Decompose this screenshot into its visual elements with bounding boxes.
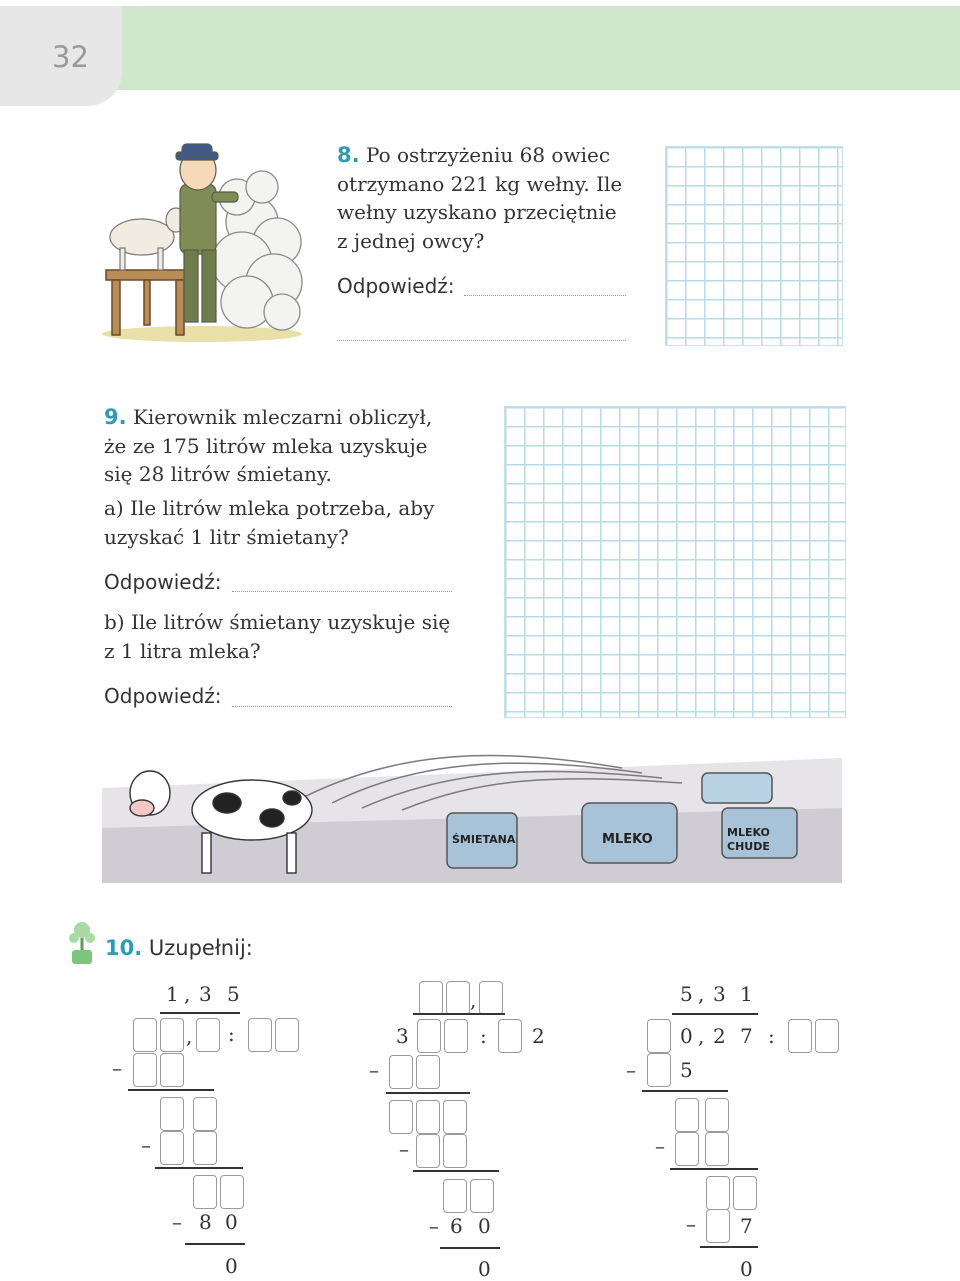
comma: ,: [470, 988, 477, 1012]
task-9a-text: [104, 494, 459, 551]
digit-box[interactable]: [160, 1018, 184, 1052]
task-number: 8.: [337, 143, 360, 167]
subtraction-line: [386, 1092, 470, 1094]
digit-box[interactable]: [479, 981, 503, 1015]
task-text-line: a) Ile litrów mleka potrzeba, aby: [104, 496, 435, 520]
digit: ,: [184, 982, 191, 1006]
digit-box[interactable]: [444, 1019, 468, 1053]
comma: ,: [186, 1024, 193, 1048]
page-number: 32: [52, 40, 89, 74]
task-text-line: z 1 litra mleka?: [104, 638, 261, 663]
digit-box[interactable]: [443, 1100, 467, 1134]
digit-box[interactable]: [160, 1097, 184, 1131]
digit-box[interactable]: [389, 1055, 413, 1089]
minus-sign: –: [655, 1134, 665, 1158]
digit-box[interactable]: [416, 1100, 440, 1134]
minus-sign: –: [399, 1137, 409, 1161]
subtraction-line: [128, 1089, 214, 1091]
digit: 5: [680, 1058, 693, 1082]
digit: 0: [225, 1210, 238, 1234]
final-remainder: 0: [478, 1257, 491, 1281]
final-remainder: 0: [740, 1257, 753, 1281]
skim-milk-tank-label: CHUDE: [727, 840, 770, 853]
subtraction-line: [642, 1090, 728, 1092]
sheep-shearing-illustration: [102, 142, 310, 342]
answer-label: Odpowiedź:: [337, 274, 455, 298]
digit-box[interactable]: [193, 1131, 217, 1165]
plant-icon: [64, 918, 100, 966]
digit-box[interactable]: [815, 1019, 839, 1053]
digit-box[interactable]: [160, 1131, 184, 1165]
minus-sign: –: [686, 1212, 696, 1236]
task-text-line: z jednej owcy?: [337, 228, 485, 253]
quotient-line: [160, 1012, 240, 1014]
digit-box[interactable]: [706, 1209, 730, 1243]
digit: 5: [680, 982, 693, 1006]
task-text-line: otrzymano 221 kg wełny. Ile: [337, 171, 623, 196]
digit-box[interactable]: [193, 1097, 217, 1131]
digit-box[interactable]: [160, 1053, 184, 1087]
digit-box[interactable]: [416, 1055, 440, 1089]
digit-box[interactable]: [675, 1098, 699, 1132]
division-sign: :: [480, 1024, 487, 1048]
answer-line[interactable]: [232, 591, 452, 592]
digit-box[interactable]: [248, 1018, 272, 1052]
digit-box[interactable]: [419, 981, 443, 1015]
digit: 3: [713, 982, 726, 1006]
answer-line[interactable]: [232, 706, 452, 707]
digit-box[interactable]: [389, 1100, 413, 1134]
task-9-text: [104, 403, 459, 489]
task-9-grid[interactable]: [504, 406, 846, 718]
digit-box[interactable]: [647, 1019, 671, 1053]
minus-sign: –: [112, 1056, 122, 1080]
digit: ,: [698, 982, 705, 1006]
digit-box[interactable]: [733, 1176, 757, 1210]
digit: 3: [199, 982, 212, 1006]
minus-sign: –: [141, 1133, 151, 1157]
digit-box[interactable]: [647, 1053, 671, 1087]
task-title: Uzupełnij:: [148, 936, 253, 960]
digit: 1: [740, 982, 753, 1006]
quotient-line: [413, 1013, 505, 1015]
division-sign: :: [768, 1024, 775, 1048]
digit: 6: [450, 1214, 463, 1238]
task-text-line: wełny uzyskano przeciętnie: [337, 200, 617, 224]
quotient-line: [672, 1013, 758, 1015]
milk-tank-label: MLEKO: [602, 832, 653, 847]
subtraction-line: [700, 1246, 758, 1248]
digit-box[interactable]: [788, 1019, 812, 1053]
task-number: 9.: [104, 405, 127, 429]
task-text-line: Po ostrzyżeniu 68 owiec: [365, 143, 611, 167]
subtraction-line: [440, 1247, 500, 1249]
digit-box[interactable]: [705, 1098, 729, 1132]
digit-box[interactable]: [705, 1132, 729, 1166]
task-8-grid[interactable]: [665, 146, 843, 346]
subtraction-line: [155, 1167, 243, 1169]
task-text-line: b) Ile litrów śmietany uzyskuje się: [104, 610, 451, 634]
digit: 1: [166, 982, 179, 1006]
task-text-line: Kierownik mleczarni obliczył,: [132, 405, 433, 429]
final-remainder: 0: [225, 1254, 238, 1278]
digit-box[interactable]: [498, 1019, 522, 1053]
cream-tank-label: ŚMIETANA: [452, 833, 516, 846]
subtraction-line: [413, 1170, 499, 1172]
header-bar: [104, 6, 960, 90]
digit: 5: [227, 982, 240, 1006]
division-sign: :: [228, 1022, 235, 1046]
minus-sign: –: [369, 1058, 379, 1082]
digit: 7: [740, 1214, 753, 1238]
answer-line[interactable]: [464, 295, 626, 296]
divisor: 2: [532, 1024, 545, 1048]
digit: 7: [740, 1024, 753, 1048]
digit-box[interactable]: [193, 1175, 217, 1209]
digit-box[interactable]: [706, 1176, 730, 1210]
digit: 8: [199, 1210, 212, 1234]
digit-box[interactable]: [133, 1053, 157, 1087]
digit: 2: [713, 1024, 726, 1048]
digit-box[interactable]: [133, 1018, 157, 1052]
digit: 0: [680, 1024, 693, 1048]
task-10-header: [105, 936, 253, 960]
answer-line[interactable]: [337, 340, 626, 341]
subtraction-line: [185, 1243, 245, 1245]
digit-box[interactable]: [196, 1018, 220, 1052]
task-number: 10.: [105, 936, 143, 960]
digit-box[interactable]: [416, 1134, 440, 1168]
answer-label: Odpowiedź:: [104, 684, 222, 708]
task-text-line: że ze 175 litrów mleka uzyskuje: [104, 433, 428, 458]
dairy-illustration: [102, 748, 842, 883]
task-text-line: się 28 litrów śmietany.: [104, 462, 332, 486]
skim-milk-tank-label: MLEKO: [727, 826, 770, 839]
digit-box[interactable]: [275, 1018, 299, 1052]
minus-sign: –: [172, 1210, 182, 1234]
digit-box[interactable]: [443, 1134, 467, 1168]
minus-sign: –: [626, 1058, 636, 1082]
digit-box[interactable]: [220, 1175, 244, 1209]
subtraction-line: [670, 1168, 758, 1170]
digit: 0: [478, 1214, 491, 1238]
task-8-text: [337, 141, 629, 255]
task-9b-text: [104, 608, 459, 665]
digit: 3: [396, 1024, 409, 1048]
answer-label: Odpowiedź:: [104, 570, 222, 594]
digit-box[interactable]: [443, 1179, 467, 1213]
digit-box[interactable]: [417, 1019, 441, 1053]
minus-sign: –: [429, 1214, 439, 1238]
digit-box[interactable]: [446, 981, 470, 1015]
digit-box[interactable]: [675, 1132, 699, 1166]
digit: ,: [698, 1024, 705, 1048]
task-text-line: uzyskać 1 litr śmietany?: [104, 524, 349, 549]
digit-box[interactable]: [470, 1179, 494, 1213]
